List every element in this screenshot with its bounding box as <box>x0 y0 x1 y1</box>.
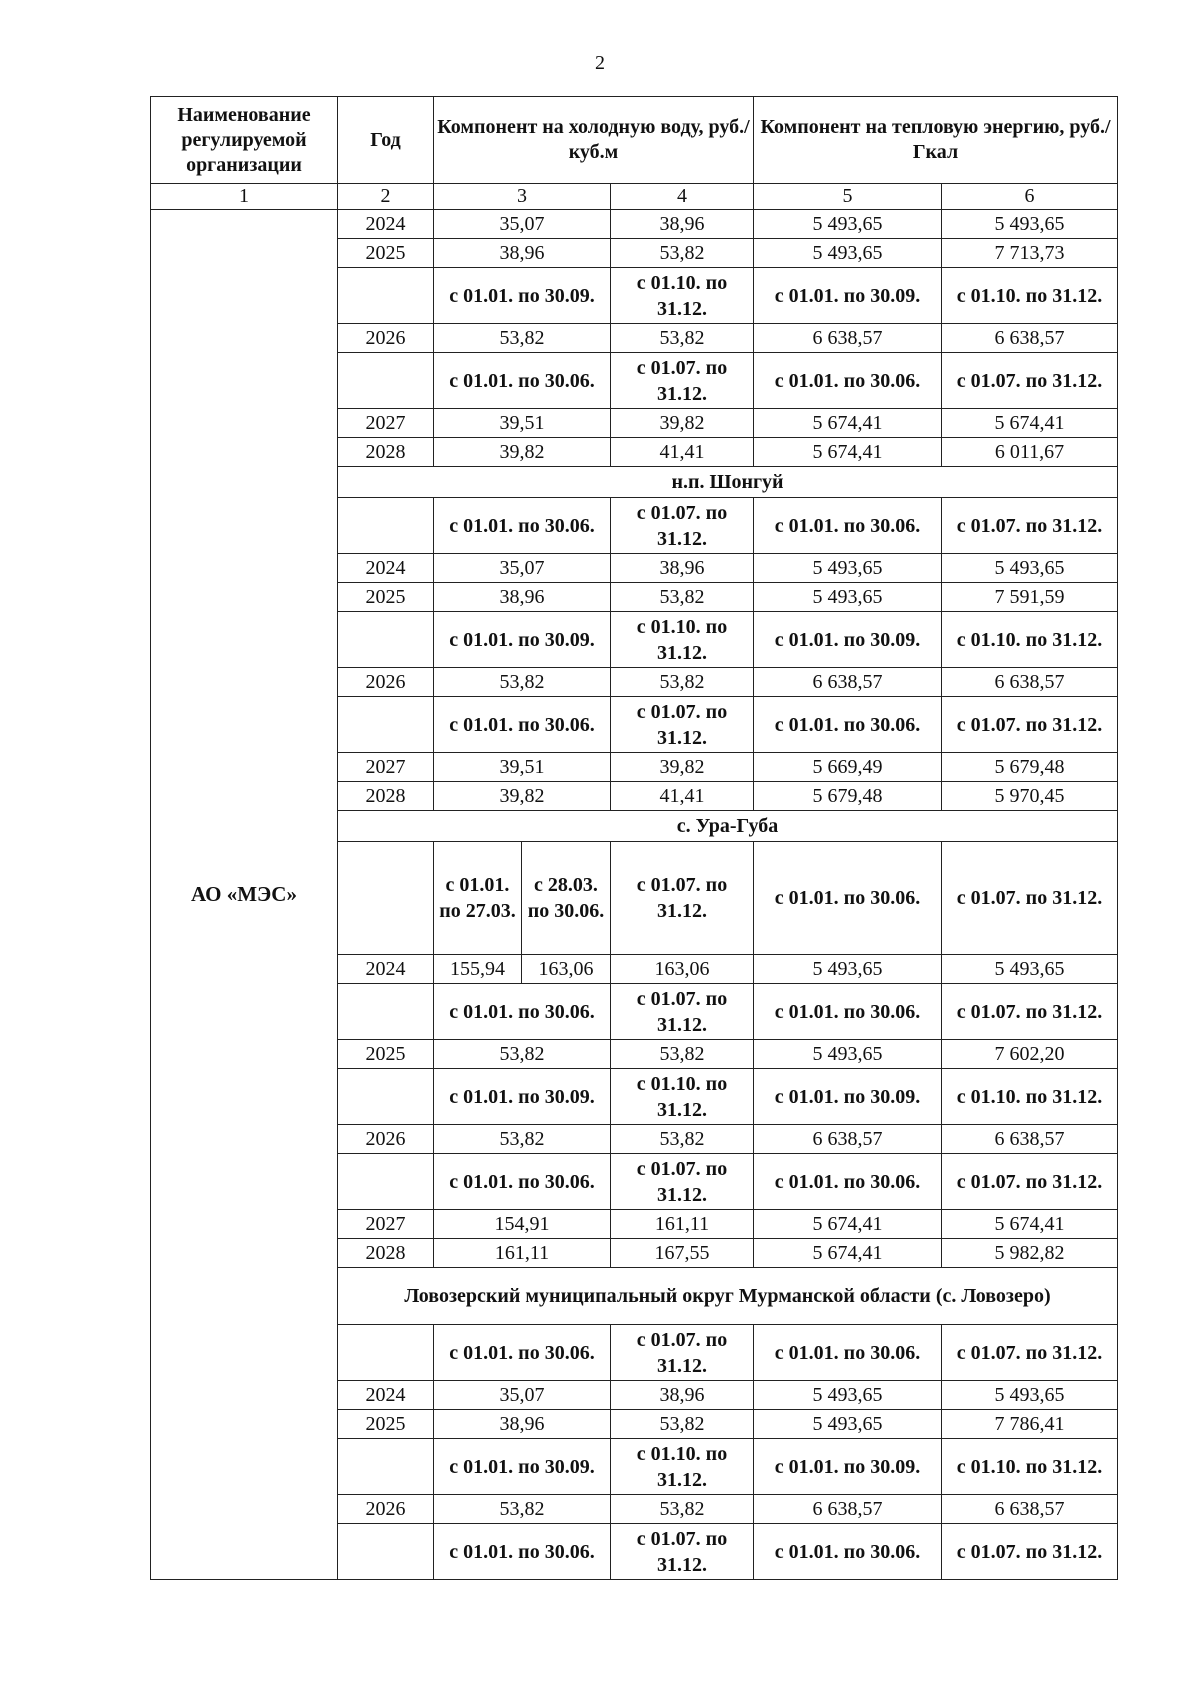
value-cell: 53,82 <box>611 239 754 268</box>
value-cell: 39,82 <box>434 438 611 467</box>
period-cell: с 01.07. по 31.12. <box>942 498 1118 554</box>
year-cell: 2027 <box>338 1210 434 1239</box>
value-cell: 6 638,57 <box>942 324 1118 353</box>
year-cell: 2024 <box>338 210 434 239</box>
header-cold-water: Компонент на холодную воду, руб./куб.м <box>434 97 754 184</box>
period-cell: с 01.07. по 31.12. <box>611 1524 754 1580</box>
period-cell: с 01.07. по 31.12. <box>611 1325 754 1381</box>
value-cell: 6 638,57 <box>942 668 1118 697</box>
period-cell: с 01.10. по 31.12. <box>611 1439 754 1495</box>
value-cell: 155,94 <box>434 955 522 984</box>
value-cell: 5 493,65 <box>754 1040 942 1069</box>
empty-cell <box>338 498 434 554</box>
year-cell: 2028 <box>338 1239 434 1268</box>
period-cell: с 01.01. по 30.09. <box>754 1069 942 1125</box>
value-cell: 39,82 <box>611 753 754 782</box>
year-cell: 2025 <box>338 1410 434 1439</box>
period-cell: с 01.07. по 31.12. <box>611 984 754 1040</box>
value-cell: 154,91 <box>434 1210 611 1239</box>
value-cell: 5 674,41 <box>754 438 942 467</box>
value-cell: 41,41 <box>611 782 754 811</box>
period-cell: с 01.01. по 30.06. <box>434 984 611 1040</box>
organization-name: АО «МЭС» <box>151 210 338 1580</box>
value-cell: 5 669,49 <box>754 753 942 782</box>
col-number-6: 6 <box>942 184 1118 210</box>
period-cell: с 01.01. по 30.06. <box>754 1524 942 1580</box>
empty-cell <box>338 1325 434 1381</box>
value-cell: 5 493,65 <box>754 1410 942 1439</box>
year-cell: 2028 <box>338 782 434 811</box>
period-cell: с 01.10. по 31.12. <box>942 612 1118 668</box>
value-cell: 53,82 <box>611 1410 754 1439</box>
section-title-shonguy: н.п. Шонгуй <box>338 467 1118 498</box>
period-cell: с 01.01. по 30.06. <box>754 842 942 955</box>
header-heat: Компонент на тепловую энергию, руб./Гкал <box>754 97 1118 184</box>
value-cell: 35,07 <box>434 1381 611 1410</box>
period-cell: с 01.01. по 30.06. <box>434 1524 611 1580</box>
value-cell: 38,96 <box>434 1410 611 1439</box>
year-cell: 2024 <box>338 1381 434 1410</box>
tariff-table <box>150 96 1118 1580</box>
col-number-5: 5 <box>754 184 942 210</box>
value-cell: 38,96 <box>611 210 754 239</box>
period-cell: с 01.07. по 31.12. <box>942 697 1118 753</box>
table-row <box>151 210 1118 239</box>
column-numbers-row <box>151 184 1118 210</box>
period-cell: с 01.01. по 30.06. <box>434 1154 611 1210</box>
value-cell: 38,96 <box>434 239 611 268</box>
page-number: 2 <box>595 52 605 74</box>
value-cell: 5 674,41 <box>942 1210 1118 1239</box>
period-cell: с 28.03. по 30.06. <box>522 842 611 955</box>
value-cell: 38,96 <box>611 554 754 583</box>
value-cell: 5 493,65 <box>754 554 942 583</box>
value-cell: 6 638,57 <box>754 668 942 697</box>
period-cell: с 01.01. по 27.03. <box>434 842 522 955</box>
value-cell: 6 638,57 <box>754 324 942 353</box>
value-cell: 5 674,41 <box>754 1210 942 1239</box>
period-cell: с 01.01. по 30.09. <box>754 1439 942 1495</box>
period-cell: с 01.07. по 31.12. <box>611 498 754 554</box>
value-cell: 53,82 <box>611 1040 754 1069</box>
empty-cell <box>338 1069 434 1125</box>
period-cell: с 01.01. по 30.09. <box>434 1439 611 1495</box>
empty-cell <box>338 353 434 409</box>
value-cell: 5 674,41 <box>754 409 942 438</box>
value-cell: 167,55 <box>611 1239 754 1268</box>
period-cell: с 01.10. по 31.12. <box>611 1069 754 1125</box>
value-cell: 6 638,57 <box>754 1495 942 1524</box>
period-cell: с 01.01. по 30.06. <box>434 353 611 409</box>
value-cell: 5 493,65 <box>942 1381 1118 1410</box>
value-cell: 5 679,48 <box>942 753 1118 782</box>
value-cell: 6 638,57 <box>754 1125 942 1154</box>
period-cell: с 01.07. по 31.12. <box>611 353 754 409</box>
header-year: Год <box>338 97 434 184</box>
value-cell: 7 591,59 <box>942 583 1118 612</box>
period-cell: с 01.01. по 30.06. <box>434 498 611 554</box>
value-cell: 53,82 <box>611 668 754 697</box>
value-cell: 161,11 <box>434 1239 611 1268</box>
value-cell: 5 674,41 <box>754 1239 942 1268</box>
period-cell: с 01.10. по 31.12. <box>942 268 1118 324</box>
empty-cell <box>338 697 434 753</box>
value-cell: 5 493,65 <box>942 210 1118 239</box>
value-cell: 53,82 <box>434 1495 611 1524</box>
value-cell: 7 602,20 <box>942 1040 1118 1069</box>
value-cell: 35,07 <box>434 554 611 583</box>
period-cell: с 01.01. по 30.09. <box>434 268 611 324</box>
period-cell: с 01.10. по 31.12. <box>942 1439 1118 1495</box>
value-cell: 53,82 <box>611 324 754 353</box>
value-cell: 38,96 <box>434 583 611 612</box>
period-cell: с 01.01. по 30.09. <box>754 268 942 324</box>
period-cell: с 01.01. по 30.06. <box>754 353 942 409</box>
period-cell: с 01.10. по 31.12. <box>611 612 754 668</box>
value-cell: 53,82 <box>611 1495 754 1524</box>
year-cell: 2025 <box>338 583 434 612</box>
value-cell: 6 638,57 <box>942 1495 1118 1524</box>
header-org: Наименование регулируемой организации <box>151 97 338 184</box>
period-cell: с 01.07. по 31.12. <box>942 353 1118 409</box>
value-cell: 5 970,45 <box>942 782 1118 811</box>
value-cell: 163,06 <box>522 955 611 984</box>
period-cell: с 01.01. по 30.06. <box>434 697 611 753</box>
value-cell: 39,82 <box>611 409 754 438</box>
year-cell: 2026 <box>338 668 434 697</box>
period-cell: с 01.01. по 30.09. <box>434 1069 611 1125</box>
value-cell: 5 493,65 <box>754 210 942 239</box>
value-cell: 5 493,65 <box>754 239 942 268</box>
value-cell: 5 679,48 <box>754 782 942 811</box>
col-number-4: 4 <box>611 184 754 210</box>
period-cell: с 01.10. по 31.12. <box>942 1069 1118 1125</box>
period-cell: с 01.01. по 30.06. <box>754 1325 942 1381</box>
value-cell: 163,06 <box>611 955 754 984</box>
value-cell: 39,82 <box>434 782 611 811</box>
empty-cell <box>338 612 434 668</box>
period-cell: с 01.01. по 30.09. <box>434 612 611 668</box>
year-cell: 2024 <box>338 955 434 984</box>
value-cell: 53,82 <box>434 324 611 353</box>
section-title-ura-guba: с. Ура-Губа <box>338 811 1118 842</box>
empty-cell <box>338 1524 434 1580</box>
period-cell: с 01.01. по 30.06. <box>754 1154 942 1210</box>
year-cell: 2028 <box>338 438 434 467</box>
value-cell: 6 011,67 <box>942 438 1118 467</box>
value-cell: 39,51 <box>434 753 611 782</box>
col-number-3: 3 <box>434 184 611 210</box>
period-cell: с 01.10. по 31.12. <box>611 268 754 324</box>
period-cell: с 01.01. по 30.06. <box>754 984 942 1040</box>
value-cell: 39,51 <box>434 409 611 438</box>
value-cell: 161,11 <box>611 1210 754 1239</box>
value-cell: 5 493,65 <box>754 583 942 612</box>
section-title-lovozero: Ловозерский муниципальный округ Мурманской области (с. Ловозеро) <box>338 1268 1118 1325</box>
value-cell: 53,82 <box>611 1125 754 1154</box>
year-cell: 2026 <box>338 324 434 353</box>
period-cell: с 01.07. по 31.12. <box>611 697 754 753</box>
period-cell: с 01.01. по 30.06. <box>754 697 942 753</box>
year-cell: 2027 <box>338 409 434 438</box>
value-cell: 5 493,65 <box>754 955 942 984</box>
empty-cell <box>338 1154 434 1210</box>
period-cell: с 01.07. по 31.12. <box>611 1154 754 1210</box>
year-cell: 2025 <box>338 239 434 268</box>
period-cell: с 01.07. по 31.12. <box>942 842 1118 955</box>
year-cell: 2025 <box>338 1040 434 1069</box>
col-number-1: 1 <box>151 184 338 210</box>
year-cell: 2024 <box>338 554 434 583</box>
empty-cell <box>338 1439 434 1495</box>
value-cell: 35,07 <box>434 210 611 239</box>
period-cell: с 01.07. по 31.12. <box>942 984 1118 1040</box>
value-cell: 41,41 <box>611 438 754 467</box>
value-cell: 53,82 <box>434 668 611 697</box>
period-cell: с 01.07. по 31.12. <box>942 1154 1118 1210</box>
year-cell: 2026 <box>338 1495 434 1524</box>
value-cell: 7 786,41 <box>942 1410 1118 1439</box>
header-row <box>151 97 1118 184</box>
value-cell: 5 493,65 <box>754 1381 942 1410</box>
period-cell: с 01.01. по 30.06. <box>434 1325 611 1381</box>
period-cell: с 01.01. по 30.09. <box>754 612 942 668</box>
period-cell: с 01.01. по 30.06. <box>754 498 942 554</box>
year-cell: 2026 <box>338 1125 434 1154</box>
value-cell: 38,96 <box>611 1381 754 1410</box>
value-cell: 53,82 <box>611 583 754 612</box>
value-cell: 53,82 <box>434 1040 611 1069</box>
empty-cell <box>338 268 434 324</box>
empty-cell <box>338 984 434 1040</box>
value-cell: 6 638,57 <box>942 1125 1118 1154</box>
period-cell: с 01.07. по 31.12. <box>611 842 754 955</box>
col-number-2: 2 <box>338 184 434 210</box>
year-cell: 2027 <box>338 753 434 782</box>
value-cell: 5 493,65 <box>942 554 1118 583</box>
value-cell: 7 713,73 <box>942 239 1118 268</box>
period-cell: с 01.07. по 31.12. <box>942 1524 1118 1580</box>
value-cell: 5 982,82 <box>942 1239 1118 1268</box>
empty-cell <box>338 842 434 955</box>
value-cell: 5 674,41 <box>942 409 1118 438</box>
value-cell: 5 493,65 <box>942 955 1118 984</box>
value-cell: 53,82 <box>434 1125 611 1154</box>
period-cell: с 01.07. по 31.12. <box>942 1325 1118 1381</box>
